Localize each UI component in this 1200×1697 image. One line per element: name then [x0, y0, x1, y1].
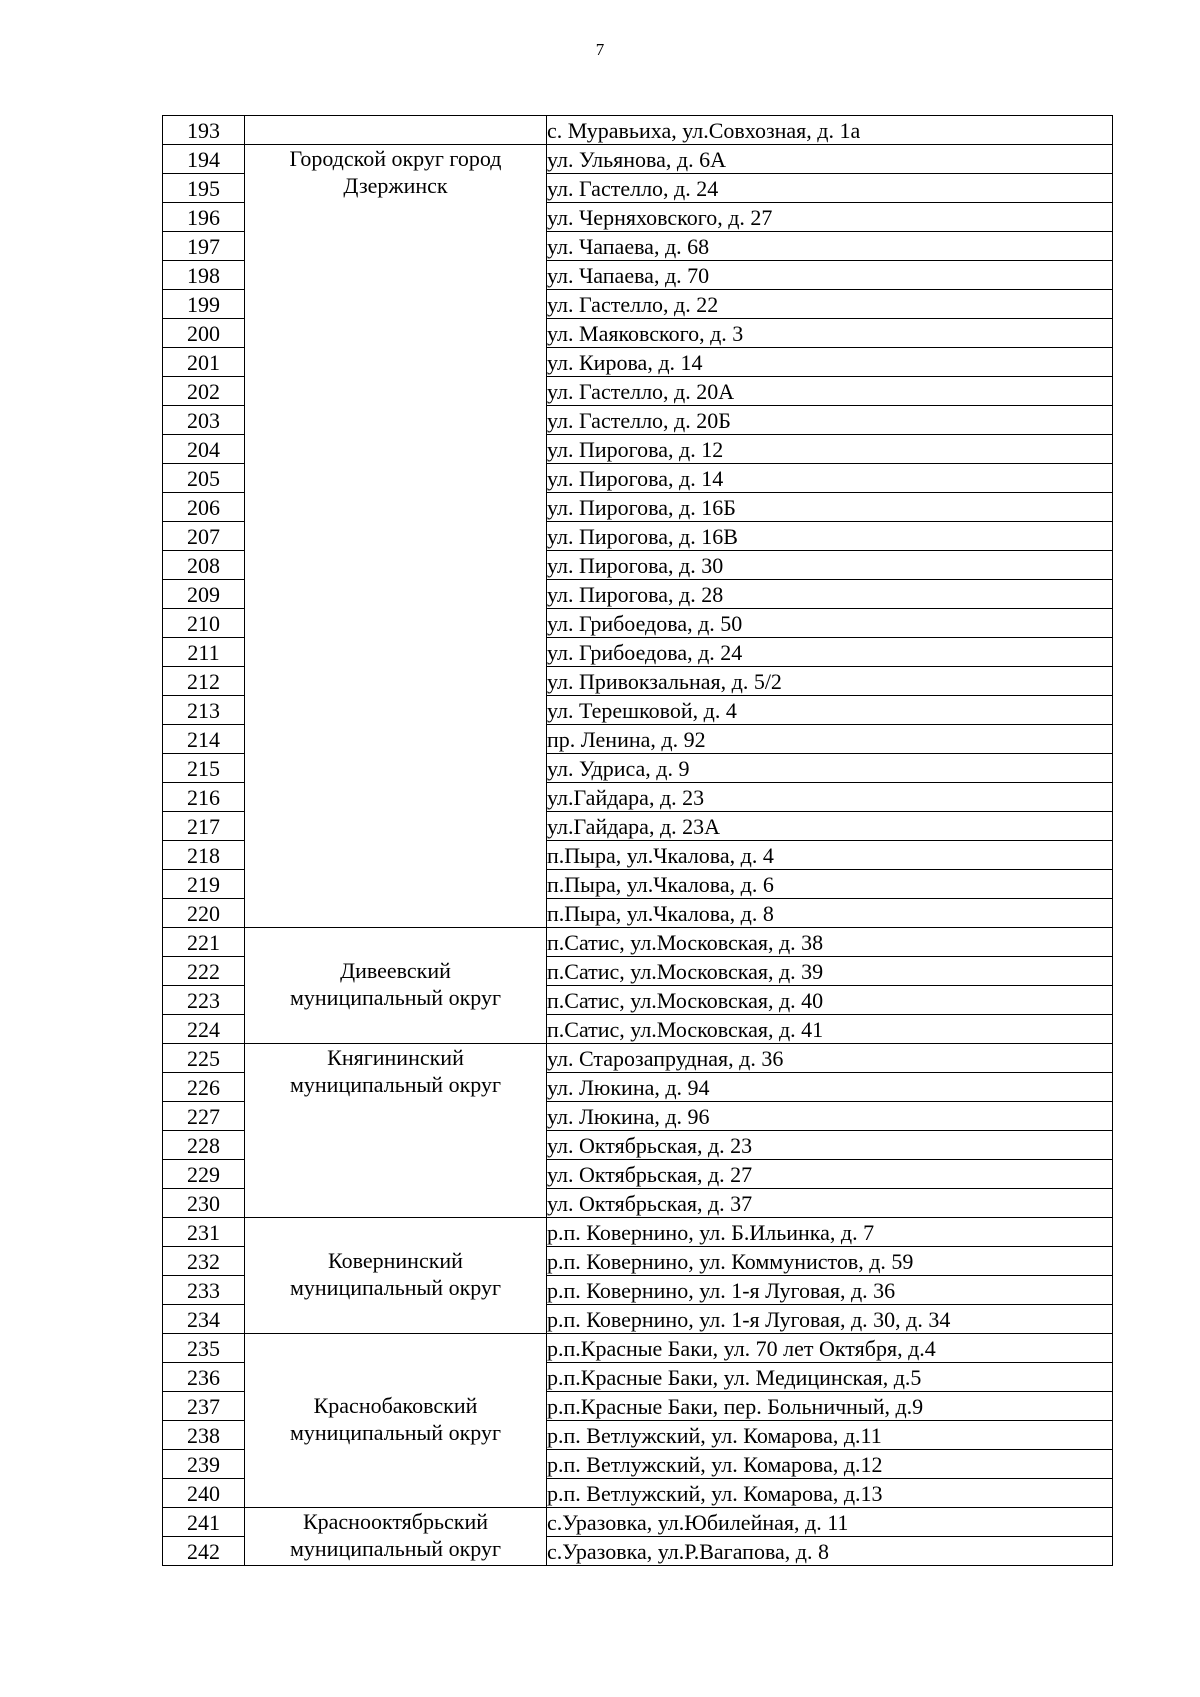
district-name-line: Дивеевский [340, 958, 451, 983]
address-cell: с.Уразовка, ул.Р.Вагапова, д. 8 [547, 1537, 1113, 1566]
address-cell: п.Сатис, ул.Московская, д. 38 [547, 928, 1113, 957]
row-number: 200 [163, 319, 245, 348]
address-cell: р.п. Ковернино, ул. Коммунистов, д. 59 [547, 1247, 1113, 1276]
row-number: 226 [163, 1073, 245, 1102]
row-number: 201 [163, 348, 245, 377]
address-cell: ул. Грибоедова, д. 50 [547, 609, 1113, 638]
district-name-line: Городской округ город [289, 146, 502, 171]
row-number: 235 [163, 1334, 245, 1363]
district-name-line: муниципальный округ [289, 985, 501, 1010]
address-cell: ул. Пирогова, д. 28 [547, 580, 1113, 609]
address-table [162, 115, 1113, 1566]
address-cell: ул. Пирогова, д. 12 [547, 435, 1113, 464]
row-number: 236 [163, 1363, 245, 1392]
address-cell: с. Муравьиха, ул.Совхозная, д. 1а [547, 116, 1113, 145]
row-number: 217 [163, 812, 245, 841]
address-cell: ул. Черняховского, д. 27 [547, 203, 1113, 232]
address-cell: ул.Гайдара, д. 23 [547, 783, 1113, 812]
district-cell [245, 1044, 547, 1218]
district-name-line: Краснооктябрьский [302, 1509, 489, 1534]
row-number: 232 [163, 1247, 245, 1276]
row-number: 231 [163, 1218, 245, 1247]
row-number: 239 [163, 1450, 245, 1479]
district-name-line: Княгининский [327, 1045, 464, 1070]
row-number: 195 [163, 174, 245, 203]
table-row [163, 1508, 1113, 1537]
row-number: 212 [163, 667, 245, 696]
address-cell: ул. Кирова, д. 14 [547, 348, 1113, 377]
address-cell: ул. Люкина, д. 94 [547, 1073, 1113, 1102]
address-table-body [163, 116, 1113, 1566]
table-row [163, 928, 1113, 957]
address-cell: ул. Гастелло, д. 24 [547, 174, 1113, 203]
address-cell: р.п. Ветлужский, ул. Комарова, д.13 [547, 1479, 1113, 1508]
district-cell [245, 1334, 547, 1508]
district-name-line: муниципальный округ [289, 1420, 501, 1445]
row-number: 194 [163, 145, 245, 174]
row-number: 228 [163, 1131, 245, 1160]
row-number: 215 [163, 754, 245, 783]
table-row [163, 1334, 1113, 1363]
address-cell: ул. Пирогова, д. 16Б [547, 493, 1113, 522]
row-number: 225 [163, 1044, 245, 1073]
row-number: 238 [163, 1421, 245, 1450]
row-number: 241 [163, 1508, 245, 1537]
address-cell: п.Сатис, ул.Московская, д. 40 [547, 986, 1113, 1015]
address-cell: п.Пыра, ул.Чкалова, д. 6 [547, 870, 1113, 899]
row-number: 233 [163, 1276, 245, 1305]
row-number: 204 [163, 435, 245, 464]
address-cell: ул. Грибоедова, д. 24 [547, 638, 1113, 667]
table-row [163, 145, 1113, 174]
address-cell: п.Пыра, ул.Чкалова, д. 8 [547, 899, 1113, 928]
row-number: 242 [163, 1537, 245, 1566]
row-number: 207 [163, 522, 245, 551]
address-cell: п.Сатис, ул.Московская, д. 39 [547, 957, 1113, 986]
row-number: 199 [163, 290, 245, 319]
row-number: 196 [163, 203, 245, 232]
address-cell: п.Сатис, ул.Московская, д. 41 [547, 1015, 1113, 1044]
district-name-line: муниципальный округ [289, 1275, 501, 1300]
table-row [163, 1044, 1113, 1073]
address-cell: ул. Чапаева, д. 70 [547, 261, 1113, 290]
address-cell: ул. Гастелло, д. 20А [547, 377, 1113, 406]
row-number: 214 [163, 725, 245, 754]
page-number: 7 [595, 40, 605, 59]
district-cell [245, 1218, 547, 1334]
district-cell [245, 928, 547, 1044]
address-cell: ул. Октябрьская, д. 27 [547, 1160, 1113, 1189]
district-name-line: Краснобаковский [313, 1393, 478, 1418]
address-cell: ул.Гайдара, д. 23А [547, 812, 1113, 841]
district-cell [245, 145, 547, 928]
address-cell: ул. Октябрьская, д. 37 [547, 1189, 1113, 1218]
table-row [163, 1218, 1113, 1247]
address-cell: ул. Ульянова, д. 6А [547, 145, 1113, 174]
row-number: 209 [163, 580, 245, 609]
table-row [163, 116, 1113, 145]
address-cell: ул. Гастелло, д. 20Б [547, 406, 1113, 435]
address-cell: ул. Пирогова, д. 30 [547, 551, 1113, 580]
address-cell: ул. Старозапрудная, д. 36 [547, 1044, 1113, 1073]
district-name-line: муниципальный округ [289, 1536, 501, 1561]
row-number: 221 [163, 928, 245, 957]
address-cell: ул. Терешковой, д. 4 [547, 696, 1113, 725]
row-number: 197 [163, 232, 245, 261]
address-cell: ул. Чапаева, д. 68 [547, 232, 1113, 261]
row-number: 193 [163, 116, 245, 145]
row-number: 208 [163, 551, 245, 580]
address-cell: ул. Люкина, д. 96 [547, 1102, 1113, 1131]
row-number: 198 [163, 261, 245, 290]
district-cell [245, 1508, 547, 1566]
district-name-line: муниципальный округ [289, 1072, 501, 1097]
address-cell: ул. Октябрьская, д. 23 [547, 1131, 1113, 1160]
row-number: 203 [163, 406, 245, 435]
district-name-line: Дзержинск [343, 173, 448, 198]
address-cell: р.п.Красные Баки, пер. Больничный, д.9 [547, 1392, 1113, 1421]
row-number: 237 [163, 1392, 245, 1421]
address-cell: р.п. Ковернино, ул. Б.Ильинка, д. 7 [547, 1218, 1113, 1247]
row-number: 229 [163, 1160, 245, 1189]
address-cell: ул. Привокзальная, д. 5/2 [547, 667, 1113, 696]
address-cell: р.п.Красные Баки, ул. Медицинская, д.5 [547, 1363, 1113, 1392]
row-number: 234 [163, 1305, 245, 1334]
row-number: 220 [163, 899, 245, 928]
row-number: 205 [163, 464, 245, 493]
row-number: 219 [163, 870, 245, 899]
row-number: 230 [163, 1189, 245, 1218]
address-cell: ул. Пирогова, д. 16В [547, 522, 1113, 551]
row-number: 210 [163, 609, 245, 638]
row-number: 224 [163, 1015, 245, 1044]
district-cell [245, 116, 547, 145]
row-number: 227 [163, 1102, 245, 1131]
row-number: 206 [163, 493, 245, 522]
address-cell: р.п. Ветлужский, ул. Комарова, д.12 [547, 1450, 1113, 1479]
address-cell: р.п. Ветлужский, ул. Комарова, д.11 [547, 1421, 1113, 1450]
row-number: 211 [163, 638, 245, 667]
address-cell: п.Пыра, ул.Чкалова, д. 4 [547, 841, 1113, 870]
address-cell: ул. Удриса, д. 9 [547, 754, 1113, 783]
address-cell: р.п. Ковернино, ул. 1-я Луговая, д. 30, д. 34 [547, 1305, 1113, 1334]
row-number: 223 [163, 986, 245, 1015]
address-cell: ул. Пирогова, д. 14 [547, 464, 1113, 493]
district-name-line: Ковернинский [328, 1248, 463, 1273]
row-number: 213 [163, 696, 245, 725]
address-cell: р.п. Ковернино, ул. 1-я Луговая, д. 36 [547, 1276, 1113, 1305]
address-cell: с.Уразовка, ул.Юбилейная, д. 11 [547, 1508, 1113, 1537]
row-number: 240 [163, 1479, 245, 1508]
row-number: 218 [163, 841, 245, 870]
row-number: 202 [163, 377, 245, 406]
row-number: 216 [163, 783, 245, 812]
address-cell: ул. Гастелло, д. 22 [547, 290, 1113, 319]
address-cell: ул. Маяковского, д. 3 [547, 319, 1113, 348]
address-cell: р.п.Красные Баки, ул. 70 лет Октября, д.4 [547, 1334, 1113, 1363]
row-number: 222 [163, 957, 245, 986]
address-cell: пр. Ленина, д. 92 [547, 725, 1113, 754]
